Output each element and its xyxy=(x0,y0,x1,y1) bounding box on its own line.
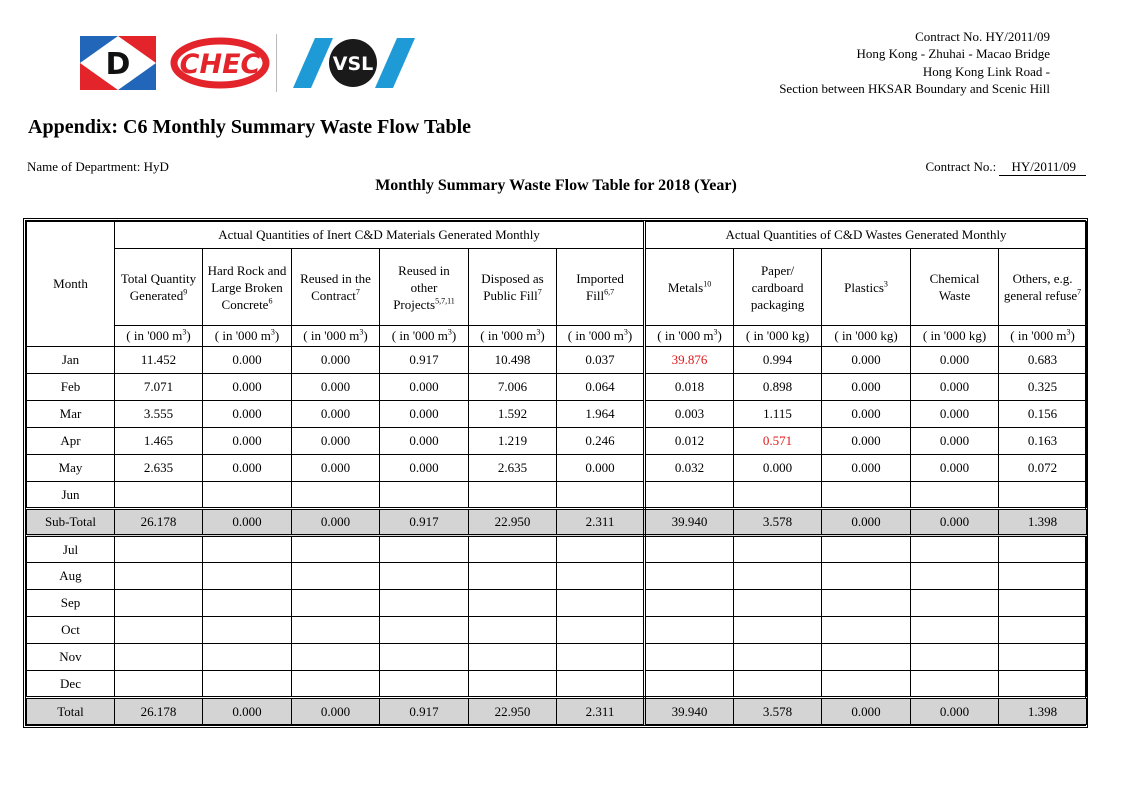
value-cell: 0.000 xyxy=(292,509,380,536)
contract-line: Contract No. HY/2011/09 xyxy=(915,29,1050,44)
column-header xyxy=(469,249,557,326)
contract-line: Hong Kong Link Road - xyxy=(922,63,1050,79)
waste-flow-table xyxy=(26,221,1087,725)
footnote-ref: 7 xyxy=(537,287,542,297)
unit-superscript: 3 xyxy=(1066,327,1071,337)
column-header xyxy=(203,249,292,326)
footnote-ref: 7 xyxy=(355,287,360,297)
column-header-text: general refuse xyxy=(1003,288,1078,303)
value-cell xyxy=(911,590,999,617)
value-cell xyxy=(645,482,734,509)
value-cell: 0.000 xyxy=(822,455,911,482)
contract-line: Section between HKSAR Boundary and Scenic Hill xyxy=(779,80,1050,96)
value-cell xyxy=(115,563,203,590)
table-row xyxy=(27,563,1087,590)
column-header-text: Reused in xyxy=(398,262,450,278)
logo-strip xyxy=(80,34,415,92)
value-cell: 7.071 xyxy=(115,374,203,401)
value-cell: 0.000 xyxy=(822,698,911,725)
value-cell xyxy=(911,617,999,644)
value-cell: 0.000 xyxy=(911,698,999,725)
value-cell: 0.000 xyxy=(292,401,380,428)
value-cell: 0.064 xyxy=(557,374,645,401)
value-cell xyxy=(822,671,911,698)
value-cell xyxy=(999,590,1087,617)
value-cell xyxy=(557,671,645,698)
column-header-text: Waste xyxy=(938,288,971,303)
table-row xyxy=(27,617,1087,644)
logo-vsl-text: VSL xyxy=(332,53,374,75)
value-cell xyxy=(911,563,999,590)
value-cell xyxy=(203,644,292,671)
value-cell: 0.000 xyxy=(734,455,822,482)
value-cell xyxy=(822,644,911,671)
table-body xyxy=(27,347,1087,725)
value-cell xyxy=(734,482,822,509)
value-cell xyxy=(999,617,1087,644)
table-row xyxy=(27,374,1087,401)
value-cell xyxy=(469,563,557,590)
value-cell: 22.950 xyxy=(469,509,557,536)
value-cell: 0.917 xyxy=(380,698,469,725)
value-cell: 1.219 xyxy=(469,428,557,455)
column-header-text: Paper/ xyxy=(760,262,795,278)
month-cell: Sub-Total xyxy=(27,509,115,536)
value-cell xyxy=(822,617,911,644)
value-cell: 3.578 xyxy=(734,698,822,725)
value-cell: 10.498 xyxy=(469,347,557,374)
table-row xyxy=(27,671,1087,698)
value-cell: 0.000 xyxy=(822,401,911,428)
contract-no xyxy=(925,159,1086,176)
value-cell xyxy=(557,644,645,671)
table-title: Monthly Summary Waste Flow Table for 2018 (Year) xyxy=(375,177,737,194)
column-header xyxy=(380,249,469,326)
month-cell: Aug xyxy=(27,563,115,590)
unit-label: ( in '000 $m^3$) xyxy=(469,326,557,347)
value-cell: 0.000 xyxy=(822,509,911,536)
value-cell: 0.000 xyxy=(822,428,911,455)
column-header xyxy=(557,249,645,326)
month-cell: Total xyxy=(27,698,115,725)
value-cell xyxy=(469,644,557,671)
value-cell xyxy=(822,590,911,617)
value-cell xyxy=(469,617,557,644)
value-cell: 39.876 xyxy=(645,347,734,374)
column-header-text: Reused in the xyxy=(300,271,371,286)
table-row xyxy=(27,401,1087,428)
value-cell xyxy=(999,671,1087,698)
value-cell xyxy=(734,563,822,590)
unit-label: ( in '000 $m^3$) xyxy=(557,326,645,347)
table-row xyxy=(27,347,1087,374)
value-cell xyxy=(645,590,734,617)
table-row xyxy=(27,482,1087,509)
value-cell xyxy=(999,563,1087,590)
table-row xyxy=(27,455,1087,482)
column-header-text: Hard Rock and xyxy=(207,262,287,278)
column-header-text: Others, e.g. xyxy=(1012,271,1073,286)
value-cell xyxy=(380,563,469,590)
value-cell: 0.000 xyxy=(911,347,999,374)
month-cell: May xyxy=(27,455,115,482)
value-cell xyxy=(911,482,999,509)
column-header-text: Generated xyxy=(129,288,184,303)
value-cell xyxy=(115,536,203,563)
appendix-title: Appendix: C6 Monthly Summary Waste Flow Table xyxy=(28,116,472,138)
month-cell: Jun xyxy=(27,482,115,509)
column-header-text: Chemical xyxy=(929,271,980,286)
column-header-text: cardboard xyxy=(751,279,804,295)
value-cell xyxy=(292,482,380,509)
value-cell xyxy=(203,482,292,509)
value-cell xyxy=(292,563,380,590)
month-cell: Feb xyxy=(27,374,115,401)
value-cell: 1.592 xyxy=(469,401,557,428)
column-header-text: Metals xyxy=(667,279,704,295)
value-cell xyxy=(292,617,380,644)
value-cell xyxy=(469,590,557,617)
value-cell: 0.000 xyxy=(203,428,292,455)
logo-chec-text: CHEC xyxy=(179,49,261,80)
department-name: Name of Department: HyD xyxy=(27,159,169,174)
value-cell: 0.000 xyxy=(203,347,292,374)
value-cell xyxy=(292,590,380,617)
footnote-ref: 7 xyxy=(1077,287,1082,297)
value-cell xyxy=(292,644,380,671)
table-row xyxy=(27,428,1087,455)
column-header-text: other xyxy=(410,279,438,295)
contract-header xyxy=(779,28,1050,97)
column-header xyxy=(822,249,911,326)
value-cell: 1.398 xyxy=(999,698,1087,725)
value-cell xyxy=(115,617,203,644)
value-cell: 0.000 xyxy=(557,455,645,482)
month-header: Month xyxy=(27,222,115,347)
unit-superscript: 3 xyxy=(182,327,187,337)
footnote-ref: 3 xyxy=(883,279,888,289)
value-cell: 0.000 xyxy=(203,455,292,482)
unit-superscript: 3 xyxy=(270,327,275,337)
value-cell: 11.452 xyxy=(115,347,203,374)
unit-label: ( in '000 kg) xyxy=(822,326,911,347)
value-cell: 1.115 xyxy=(734,401,822,428)
value-cell: 0.012 xyxy=(645,428,734,455)
column-header-text: Public Fill xyxy=(483,288,538,303)
unit-superscript: 3 xyxy=(359,327,364,337)
value-cell xyxy=(115,482,203,509)
footnote-ref: 10 xyxy=(703,279,712,289)
value-cell: 1.465 xyxy=(115,428,203,455)
value-cell: 0.000 xyxy=(911,428,999,455)
column-header xyxy=(645,249,734,326)
value-cell: 0.003 xyxy=(645,401,734,428)
value-cell xyxy=(115,644,203,671)
value-cell: 0.000 xyxy=(203,509,292,536)
value-cell xyxy=(822,482,911,509)
value-cell: 0.000 xyxy=(911,509,999,536)
value-cell: 0.000 xyxy=(380,428,469,455)
value-cell: 0.163 xyxy=(999,428,1087,455)
value-cell: 0.037 xyxy=(557,347,645,374)
column-header xyxy=(292,249,380,326)
value-cell xyxy=(645,644,734,671)
value-cell xyxy=(380,590,469,617)
value-cell: 0.000 xyxy=(292,347,380,374)
value-cell: 1.398 xyxy=(999,509,1087,536)
month-cell: Apr xyxy=(27,428,115,455)
value-cell: 2.635 xyxy=(115,455,203,482)
value-cell xyxy=(203,563,292,590)
value-cell: 0.000 xyxy=(203,374,292,401)
value-cell xyxy=(645,671,734,698)
value-cell: 3.578 xyxy=(734,509,822,536)
value-cell xyxy=(999,536,1087,563)
waste-flow-table-frame xyxy=(23,218,1088,728)
logo-divider xyxy=(276,34,277,92)
value-cell xyxy=(557,590,645,617)
column-header-text: Imported xyxy=(576,271,624,286)
value-cell xyxy=(557,563,645,590)
value-cell: 0.156 xyxy=(999,401,1087,428)
column-header-text: Concrete xyxy=(221,296,269,312)
value-cell: 0.000 xyxy=(822,374,911,401)
value-cell: 0.898 xyxy=(734,374,822,401)
value-cell: 0.000 xyxy=(911,374,999,401)
value-cell xyxy=(469,482,557,509)
column-header-text: Fill xyxy=(585,288,605,303)
column-header-text: packaging xyxy=(750,296,805,312)
value-cell: 0.072 xyxy=(999,455,1087,482)
logo-d-letter: D xyxy=(105,47,131,82)
value-cell: 0.917 xyxy=(380,347,469,374)
total-row xyxy=(27,698,1087,725)
month-cell: Nov xyxy=(27,644,115,671)
value-cell: 2.635 xyxy=(469,455,557,482)
value-cell xyxy=(645,536,734,563)
column-header-text: Contract xyxy=(311,288,356,303)
column-header xyxy=(734,249,822,326)
value-cell: 0.325 xyxy=(999,374,1087,401)
column-header-text: Large Broken xyxy=(211,279,283,295)
footnote-ref: 5,7,11 xyxy=(435,296,455,306)
value-cell xyxy=(115,671,203,698)
vsl-logo xyxy=(287,36,415,90)
value-cell: 0.000 xyxy=(822,347,911,374)
value-cell xyxy=(734,590,822,617)
unit-superscript: 3 xyxy=(447,327,452,337)
inert-group-header: Actual Quantities of Inert C&D Materials Generated Monthly xyxy=(115,222,645,249)
unit-label: ( in '000 $m^3$) xyxy=(203,326,292,347)
value-cell: 3.555 xyxy=(115,401,203,428)
value-cell: 7.006 xyxy=(469,374,557,401)
unit-superscript: 3 xyxy=(713,327,718,337)
unit-label: ( in '000 kg) xyxy=(734,326,822,347)
value-cell xyxy=(734,644,822,671)
month-cell: Jul xyxy=(27,536,115,563)
unit-label: ( in '000 $m^3$) xyxy=(999,326,1087,347)
value-cell: 0.994 xyxy=(734,347,822,374)
value-cell xyxy=(380,617,469,644)
value-cell: 0.571 xyxy=(734,428,822,455)
contract-line: Hong Kong - Zhuhai - Macao Bridge xyxy=(856,46,1050,62)
value-cell xyxy=(115,590,203,617)
column-header xyxy=(911,249,999,326)
value-cell xyxy=(822,563,911,590)
value-cell xyxy=(734,617,822,644)
value-cell: 39.940 xyxy=(645,698,734,725)
unit-label: ( in '000 $m^3$) xyxy=(115,326,203,347)
value-cell: 0.000 xyxy=(203,401,292,428)
value-cell xyxy=(557,482,645,509)
footnote-ref: 6,7 xyxy=(604,287,615,297)
value-cell xyxy=(557,617,645,644)
value-cell: 22.950 xyxy=(469,698,557,725)
unit-label: ( in '000 $m^3$) xyxy=(292,326,380,347)
value-cell xyxy=(203,617,292,644)
subtotal-row xyxy=(27,509,1087,536)
value-cell xyxy=(380,644,469,671)
value-cell: 0.032 xyxy=(645,455,734,482)
value-cell xyxy=(911,644,999,671)
value-cell: 39.940 xyxy=(645,509,734,536)
value-cell xyxy=(203,590,292,617)
value-cell: 0.000 xyxy=(911,401,999,428)
unit-label: ( in '000 $m^3$) xyxy=(380,326,469,347)
value-cell: 0.000 xyxy=(292,374,380,401)
month-cell: Mar xyxy=(27,401,115,428)
value-cell: 2.311 xyxy=(557,698,645,725)
value-cell xyxy=(999,482,1087,509)
column-header-text: Total Quantity xyxy=(120,271,197,286)
column-header-row xyxy=(27,249,1087,326)
value-cell: 0.000 xyxy=(292,428,380,455)
month-cell: Jan xyxy=(27,347,115,374)
value-cell xyxy=(292,536,380,563)
month-cell: Oct xyxy=(27,617,115,644)
value-cell xyxy=(380,536,469,563)
value-cell: 0.683 xyxy=(999,347,1087,374)
column-header-text: Plastics xyxy=(844,279,884,295)
value-cell xyxy=(734,671,822,698)
footnote-ref: 6 xyxy=(268,296,273,306)
column-header xyxy=(115,249,203,326)
value-cell: 0.000 xyxy=(380,455,469,482)
unit-row xyxy=(27,326,1087,347)
chec-logo xyxy=(170,36,270,90)
column-header-text: Projects xyxy=(393,296,436,312)
table-row xyxy=(27,536,1087,563)
value-cell: 26.178 xyxy=(115,509,203,536)
value-cell xyxy=(557,536,645,563)
value-cell: 0.000 xyxy=(292,455,380,482)
value-cell: 2.311 xyxy=(557,509,645,536)
value-cell: 0.018 xyxy=(645,374,734,401)
unit-label: ( in '000 kg) xyxy=(911,326,999,347)
value-cell xyxy=(911,536,999,563)
value-cell: 26.178 xyxy=(115,698,203,725)
value-cell: 0.000 xyxy=(292,698,380,725)
column-header xyxy=(999,249,1087,326)
table-row xyxy=(27,590,1087,617)
value-cell xyxy=(822,536,911,563)
contract-no-label: Contract No.: xyxy=(925,159,997,174)
value-cell xyxy=(911,671,999,698)
value-cell xyxy=(645,617,734,644)
value-cell xyxy=(469,671,557,698)
month-cell: Sep xyxy=(27,590,115,617)
unit-superscript: 3 xyxy=(623,327,628,337)
value-cell xyxy=(380,482,469,509)
value-cell: 0.000 xyxy=(203,698,292,725)
value-cell xyxy=(380,671,469,698)
unit-label: ( in '000 $m^3$) xyxy=(645,326,734,347)
value-cell xyxy=(469,536,557,563)
contract-no-value: HY/2011/09 xyxy=(999,159,1086,176)
unit-superscript: 3 xyxy=(536,327,541,337)
value-cell xyxy=(645,563,734,590)
value-cell xyxy=(203,671,292,698)
dragages-logo xyxy=(80,36,156,90)
value-cell: 0.000 xyxy=(380,374,469,401)
wastes-group-header: Actual Quantities of C&D Wastes Generated Monthly xyxy=(645,222,1087,249)
value-cell xyxy=(999,644,1087,671)
value-cell xyxy=(734,536,822,563)
table-row xyxy=(27,644,1087,671)
value-cell xyxy=(292,671,380,698)
footnote-ref: 9 xyxy=(183,287,188,297)
value-cell: 0.000 xyxy=(380,401,469,428)
column-header-text: Disposed as xyxy=(481,271,544,286)
value-cell: 1.964 xyxy=(557,401,645,428)
value-cell: 0.000 xyxy=(911,455,999,482)
value-cell: 0.246 xyxy=(557,428,645,455)
month-cell: Dec xyxy=(27,671,115,698)
value-cell xyxy=(203,536,292,563)
value-cell: 0.917 xyxy=(380,509,469,536)
